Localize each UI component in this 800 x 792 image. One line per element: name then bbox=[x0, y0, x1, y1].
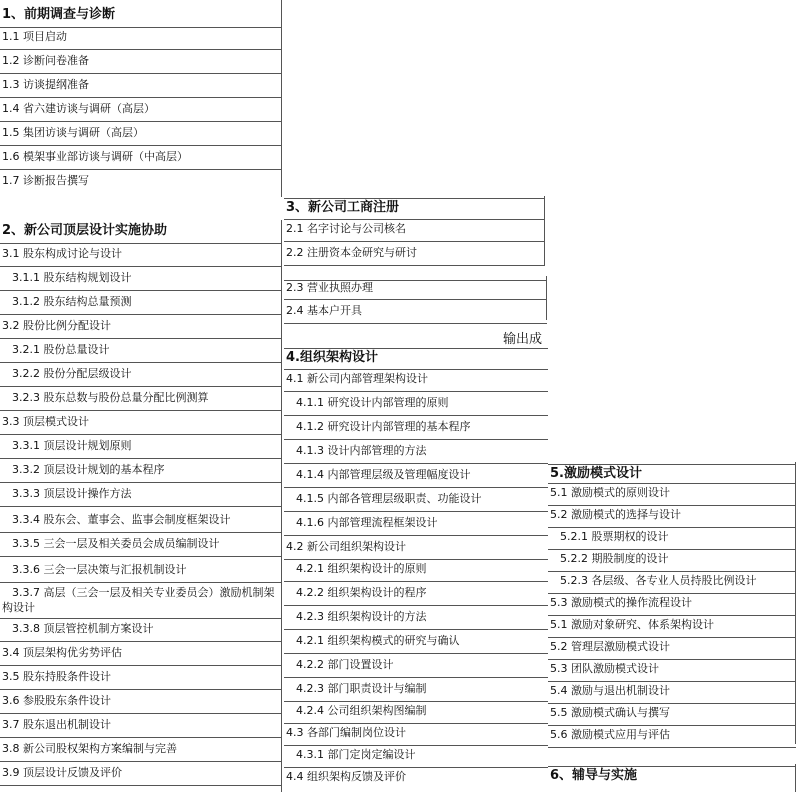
list-item: 5.6 激励模式应用与评估 bbox=[548, 728, 796, 748]
list-item: 4.2.2 部门设置设计 bbox=[284, 658, 548, 678]
section-heading-5: 5.激励模式设计 bbox=[548, 464, 796, 484]
list-item: 3.3 顶层模式设计 bbox=[0, 415, 282, 435]
list-item: 4.1.1 研究设计内部管理的原则 bbox=[284, 396, 548, 416]
section-column-3 bbox=[548, 462, 796, 792]
list-item: 3.3.7 高层（三会一层及相关专业委员会）激励机制架构设计 bbox=[0, 585, 282, 619]
list-item: 3.3.8 顶层管控机制方案设计 bbox=[0, 622, 282, 642]
list-item: 2.2 注册资本金研究与研讨 bbox=[284, 246, 545, 266]
list-item: 2.1 名字讨论与公司核名 bbox=[284, 222, 545, 242]
list-item: 3.2.2 股份分配层级设计 bbox=[0, 367, 282, 387]
list-item: 5.1 激励模式的原则设计 bbox=[548, 486, 796, 506]
list-item: 5.4 激励与退出机制设计 bbox=[548, 684, 796, 704]
list-item: 1.7 诊断报告撰写 bbox=[2, 174, 89, 187]
section-heading-3: 3、新公司工商注册 bbox=[284, 198, 545, 220]
list-item: 1.4 省六建访谈与调研（高层） bbox=[0, 102, 282, 122]
list-item: 1.2 诊断问卷准备 bbox=[0, 54, 282, 74]
list-item: 4.2.1 组织架构设计的原则 bbox=[284, 562, 548, 582]
list-item: 4.2.2 组织架构设计的程序 bbox=[284, 586, 548, 606]
list-item: 3.2.3 股东总数与股份总量分配比例测算 bbox=[0, 391, 282, 411]
list-item: 4.4 组织架构反馈及评价 bbox=[286, 770, 406, 783]
list-item: 4.1.5 内部各管理层级职责、功能设计 bbox=[284, 492, 548, 512]
list-item: 4.2.3 组织架构设计的方法 bbox=[284, 610, 548, 630]
list-item: 3.3.4 股东会、董事会、监事会制度框架设计 bbox=[0, 513, 282, 533]
list-item: 5.3 团队激励模式设计 bbox=[548, 662, 796, 682]
list-item: 4.3 各部门编制岗位设计 bbox=[284, 726, 548, 746]
list-item: 5.2 管理层激励模式设计 bbox=[548, 640, 796, 660]
list-item: 5.2.2 期股制度的设计 bbox=[548, 552, 796, 572]
list-item: 2.3 营业执照办理 bbox=[284, 280, 547, 300]
list-item: 4.1.2 研究设计内部管理的基本程序 bbox=[284, 420, 548, 440]
list-item: 5.3 激励模式的操作流程设计 bbox=[548, 596, 796, 616]
section-heading-6: 6、辅导与实施 bbox=[548, 766, 796, 788]
list-item: 3.1 股东构成讨论与设计 bbox=[0, 247, 282, 267]
list-item: 5.2.3 各层级、各专业人员持股比例设计 bbox=[548, 574, 796, 594]
list-item: 3.4 顶层架构优劣势评估 bbox=[0, 646, 282, 666]
list-item: 3.3.5 三会一层及相关委员会成员编制设计 bbox=[0, 537, 282, 557]
list-item: 3.1.2 股东结构总量预测 bbox=[0, 295, 282, 315]
list-item: 3.5 股东持股条件设计 bbox=[0, 670, 282, 690]
list-item: 1.5 集团访谈与调研（高层） bbox=[0, 126, 282, 146]
list-item: 3.2.1 股份总量设计 bbox=[0, 343, 282, 363]
output-note: 输出成 bbox=[503, 332, 543, 347]
list-item: 5.5 激励模式确认与撰写 bbox=[548, 706, 796, 726]
section-heading-2: 2、新公司顶层设计实施协助 bbox=[0, 222, 282, 244]
section-column-1 bbox=[0, 0, 282, 792]
list-item: 3.7 股东退出机制设计 bbox=[0, 718, 282, 738]
list-item: 3.3.1 顶层设计规划原则 bbox=[0, 439, 282, 459]
list-item: 3.3.6 三会一层决策与汇报机制设计 bbox=[0, 563, 282, 583]
list-item: 4.2.1 组织架构模式的研究与确认 bbox=[284, 634, 548, 654]
list-item: 4.1.3 设计内部管理的方法 bbox=[284, 444, 548, 464]
list-item: 1.1 项目启动 bbox=[0, 30, 282, 50]
list-item: 4.1.4 内部管理层级及管理幅度设计 bbox=[284, 468, 548, 488]
list-item: 3.9 顶层设计反馈及评价 bbox=[0, 766, 282, 786]
section-heading-4: 4.组织架构设计 bbox=[284, 348, 548, 370]
list-item: 3.1.1 股东结构规划设计 bbox=[0, 271, 282, 291]
section-heading-1: 1、前期调查与诊断 bbox=[0, 4, 282, 28]
list-item: 4.1 新公司内部管理架构设计 bbox=[284, 372, 548, 392]
list-item: 5.2.1 股票期权的设计 bbox=[548, 530, 796, 550]
section-column-2 bbox=[284, 196, 548, 792]
list-item: 3.3.3 顶层设计操作方法 bbox=[0, 487, 282, 507]
list-item: 4.2 新公司组织架构设计 bbox=[284, 540, 548, 560]
list-item: 3.3.2 顶层设计规划的基本程序 bbox=[0, 463, 282, 483]
list-item: 4.3.1 部门定岗定编设计 bbox=[284, 748, 548, 768]
list-item: 4.2.3 部门职责设计与编制 bbox=[284, 682, 548, 702]
list-item: 2.4 基本户开具 bbox=[284, 304, 547, 324]
list-item: 5.1 激励对象研究、体系架构设计 bbox=[548, 618, 796, 638]
list-item: 3.8 新公司股权架构方案编制与完善 bbox=[0, 742, 282, 762]
list-item: 4.1.6 内部管理流程框架设计 bbox=[284, 516, 548, 536]
list-item: 3.2 股份比例分配设计 bbox=[0, 319, 282, 339]
list-item: 3.6 参股股东条件设计 bbox=[0, 694, 282, 714]
list-item: 1.6 模架事业部访谈与调研（中高层） bbox=[0, 150, 282, 170]
list-item: 5.2 激励模式的选择与设计 bbox=[548, 508, 796, 528]
list-item: 1.3 访谈提纲准备 bbox=[0, 78, 282, 98]
list-item: 4.2.4 公司组织架构图编制 bbox=[284, 704, 548, 724]
